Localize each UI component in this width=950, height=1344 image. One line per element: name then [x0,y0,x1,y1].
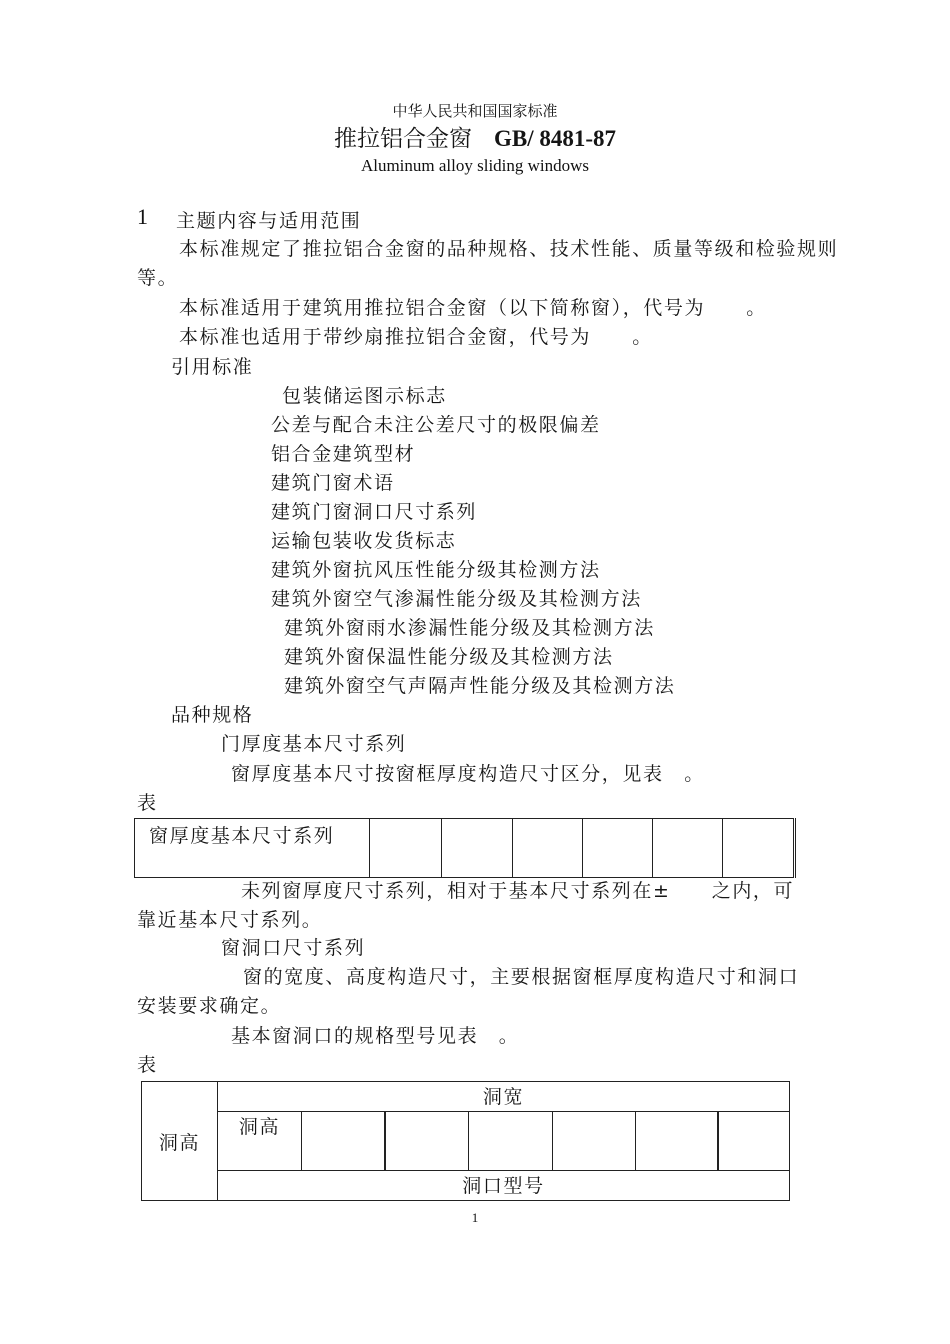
opening-table [141,1081,790,1201]
table2-rowhead: 洞高 [158,1131,201,1154]
title-text: 推拉铝合金窗 [333,126,472,152]
opening-text: 基本窗洞口的规格型号见表 。 [231,1025,520,1047]
thickness-subheading: 门厚度基本尺寸系列 [221,733,407,755]
table2-colhead: 洞宽 [482,1086,525,1108]
reference-item: 建筑外窗空气渗漏性能分级及其检测方法 [271,588,642,610]
reference-item: 铝合金建筑型材 [271,443,416,465]
table2-cell [718,1112,790,1171]
varieties-heading: 品种规格 [171,704,254,726]
table2-cell [636,1112,719,1171]
table2-footer: 洞口型号 [462,1175,545,1197]
thickness-text: 窗厚度基本尺寸按窗框厚度构造尺寸区分，见表 。 [231,763,705,785]
table2-cell [385,1112,469,1171]
table2-footer-cell [218,1171,790,1201]
table1-header: 窗厚度基本尺寸系列 [149,825,335,847]
standard-code: GB/ 8481-87 [493,126,617,151]
table1-cell [512,819,582,878]
table1-cell [653,819,723,878]
opening-subheading: 窗洞口尺寸系列 [221,937,366,959]
reference-item: 建筑门窗术语 [271,472,395,494]
references-heading: 引用标准 [171,356,254,378]
reference-item: 公差与配合未注公差尺寸的极限偏差 [271,414,601,436]
table1-header-cell [135,819,370,878]
table2-cell [302,1112,386,1171]
document-title [0,120,950,153]
reference-item: 建筑外窗抗风压性能分级其检测方法 [271,559,601,581]
reference-item: 建筑外窗雨水渗漏性能分级及其检测方法 [284,617,655,639]
note-line: 未列窗厚度尺寸系列，相对于基本尺寸系列在± 之内，可 [241,880,795,902]
reference-item: 建筑外窗保温性能分级及其检测方法 [284,646,614,668]
table2-colhead-cell [218,1082,790,1112]
table1-label: 表 [137,792,158,814]
table1-cell [582,819,653,878]
table1-cell [369,819,442,878]
table2-cell [553,1112,636,1171]
note-line: 靠近基本尺寸系列。 [137,909,323,931]
table2-sub: 洞高 [238,1116,281,1138]
reference-item: 运输包装收发货标志 [271,530,457,552]
table2-sub-cell [218,1112,302,1171]
scope-paragraph: 本标准规定了推拉铝合金窗的品种规格、技术性能、质量等级和检验规则等。 [137,238,839,289]
section-heading: 主题内容与适用范围 [176,210,362,232]
opening-text: 安装要求确定。 [137,995,282,1017]
standard-org-title: 中华人民共和国国家标准 [392,102,558,120]
table2-rowhead-cell [142,1082,218,1201]
reference-item: 建筑外窗空气声隔声性能分级及其检测方法 [284,675,676,697]
table1-cell [723,819,795,878]
page-number: 1 [471,1210,479,1225]
opening-text: 窗的宽度、高度构造尺寸，主要根据窗框厚度构造尺寸和洞口 [243,966,800,988]
thickness-table [134,818,796,878]
scope-paragraph-2: 本标准适用于建筑用推拉铝合金窗（以下简称窗），代号为 。 [179,297,767,319]
section-number: 1 [137,204,148,229]
table1-cell [442,819,513,878]
table2-label: 表 [137,1054,158,1076]
reference-item: 建筑门窗洞口尺寸系列 [271,501,478,523]
english-subtitle: Aluminum alloy sliding windows [360,156,590,175]
reference-item: 包装储运图示标志 [282,385,447,407]
table2-cell [469,1112,553,1171]
scope-paragraph-3: 本标准也适用于带纱扇推拉铝合金窗，代号为 。 [179,326,653,348]
